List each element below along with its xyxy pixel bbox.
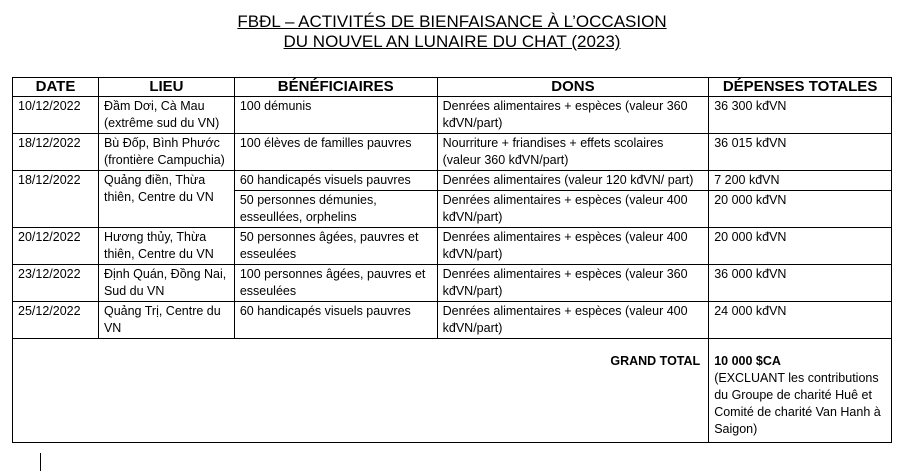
cell-date: 10/12/2022: [13, 97, 99, 134]
header-lieu: LIEU: [98, 78, 234, 97]
grand-total-row: [13, 339, 892, 443]
cell-beneficiaires: 50 personnes démunies, esseullées, orphelins: [234, 191, 437, 228]
cell-depenses: 36 000 kđVN: [709, 265, 892, 302]
cell-depenses: 36 300 kđVN: [709, 97, 892, 134]
cell-dons: Denrées alimentaires + espèces (valeur 400 kđVN/part): [437, 191, 709, 228]
header-depenses: DÉPENSES TOTALES: [709, 78, 892, 97]
cell-dons: Denrées alimentaires (valeur 120 kđVN/ part): [437, 171, 709, 191]
header-date: DATE: [13, 78, 99, 97]
cell-lieu: Hương thủy, Thừa thiên, Centre du VN: [98, 228, 234, 265]
cell-dons: Nourriture + friandises + effets scolaires (valeur 360 kđVN/part): [437, 134, 709, 171]
activities-table: [12, 77, 892, 443]
table-row: [13, 171, 892, 191]
cell-date: 18/12/2022: [13, 134, 99, 171]
cell-dons: Denrées alimentaires + espèces (valeur 400 kđVN/part): [437, 302, 709, 339]
cell-lieu: Quảng điền, Thừa thiên, Centre du VN: [98, 171, 234, 228]
cell-beneficiaires: 60 handicapés visuels pauvres: [234, 302, 437, 339]
document-title-line2: DU NOUVEL AN LUNAIRE DU CHAT (2023): [283, 32, 621, 51]
cell-depenses: 24 000 kđVN: [709, 302, 892, 339]
cell-beneficiaires: 100 personnes âgées, pauvres et esseulées: [234, 265, 437, 302]
grand-total-label: GRAND TOTAL: [13, 339, 709, 443]
cell-lieu: Đầm Dơi, Cà Mau (extrême sud du VN): [98, 97, 234, 134]
table-row: [13, 134, 892, 171]
cell-depenses: 7 200 kđVN: [709, 171, 892, 191]
cell-date: 18/12/2022: [13, 171, 99, 228]
document-title-line1: FBĐL – ACTIVITÉS DE BIENFAISANCE À L’OCCASION: [237, 12, 667, 31]
table-row: [13, 97, 892, 134]
cell-beneficiaires: 100 démunis: [234, 97, 437, 134]
cell-dons: Denrées alimentaires + espèces (valeur 360 kđVN/part): [437, 97, 709, 134]
cell-depenses: 36 015 kđVN: [709, 134, 892, 171]
table-header-row: [13, 78, 892, 97]
table-row: [13, 302, 892, 339]
cell-lieu: Bù Đốp, Bình Phước (frontière Campuchia): [98, 134, 234, 171]
cell-beneficiaires: 100 élèves de familles pauvres: [234, 134, 437, 171]
cell-date: 23/12/2022: [13, 265, 99, 302]
header-beneficiaires: BÉNÉFICIAIRES: [234, 78, 437, 97]
cell-dons: Denrées alimentaires + espèces (valeur 360 kđVN/part): [437, 265, 709, 302]
header-dons: DONS: [437, 78, 709, 97]
cell-date: 25/12/2022: [13, 302, 99, 339]
grand-total-cell: [709, 339, 892, 443]
cell-depenses: 20 000 kđVN: [709, 191, 892, 228]
text-cursor: [40, 453, 41, 471]
cell-lieu: Quảng Trị, Centre du VN: [98, 302, 234, 339]
cell-beneficiaires: 60 handicapés visuels pauvres: [234, 171, 437, 191]
cell-depenses: 20 000 kđVN: [709, 228, 892, 265]
cell-beneficiaires: 50 personnes âgées, pauvres et esseulées: [234, 228, 437, 265]
cell-lieu: Định Quán, Đồng Nai, Sud du VN: [98, 265, 234, 302]
cell-dons: Denrées alimentaires + espèces (valeur 400 kđVN/part): [437, 228, 709, 265]
grand-total-note: (EXCLUANT les contributions du Groupe de charité Huê et Comité de charité Van Hanh à Saigon): [714, 371, 881, 436]
cell-date: 20/12/2022: [13, 228, 99, 265]
table-row: [13, 265, 892, 302]
table-row: [13, 228, 892, 265]
grand-total-value: 10 000 $CA: [714, 354, 781, 368]
